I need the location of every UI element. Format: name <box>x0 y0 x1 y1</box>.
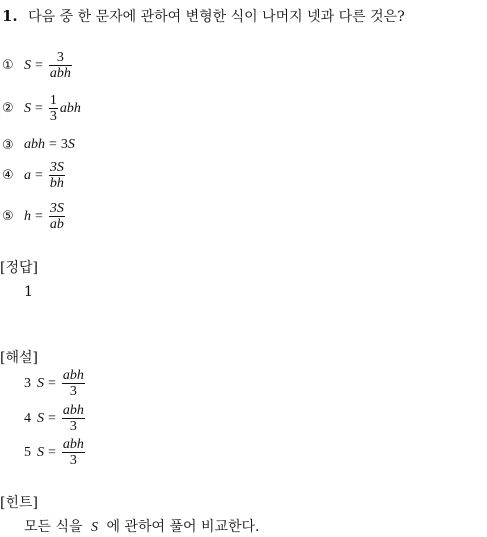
explanation-index: 3 <box>24 375 31 391</box>
option-lhs: abh <box>24 137 45 152</box>
explanation-heading: [해설] <box>0 350 38 366</box>
equals-sign: = <box>48 410 56 426</box>
explanation-index: 4 <box>24 410 31 426</box>
fraction <box>62 403 85 434</box>
hint-text-after: 에 관하여 풀어 비교한다. <box>106 519 260 535</box>
hint-text-before: 모든 식을 <box>24 519 83 535</box>
option-1 <box>2 50 74 81</box>
option-lhs: h <box>24 208 31 224</box>
option-marker: ④ <box>2 168 14 183</box>
equals-sign: = <box>35 100 43 116</box>
fraction-denominator: ab <box>49 217 64 232</box>
fraction <box>49 160 65 191</box>
explanation-lhs: S <box>37 444 44 460</box>
option-marker: ② <box>2 101 14 116</box>
hint-heading: [힌트] <box>0 495 38 511</box>
fraction-numerator: 3S <box>49 160 64 175</box>
question <box>2 6 405 26</box>
answer-heading: [정답] <box>0 260 38 276</box>
option-marker: ⑤ <box>2 209 14 224</box>
option-lhs: S <box>24 57 31 73</box>
option-5 <box>2 201 67 232</box>
option-marker: ① <box>2 58 14 73</box>
fraction-numerator: 3S <box>49 201 64 216</box>
fraction-numerator: abh <box>62 403 84 418</box>
fraction-denominator: 3 <box>69 453 77 468</box>
explanation-line-1 <box>24 368 87 399</box>
option-rhs-coefficient: 3 <box>60 137 68 152</box>
fraction-denominator: 3 <box>49 109 57 124</box>
equals-sign: = <box>49 137 57 152</box>
fraction-denominator: bh <box>49 176 64 191</box>
fraction-numerator: 1 <box>49 93 57 108</box>
option-lhs: S <box>24 100 31 116</box>
fraction <box>49 93 58 124</box>
explanation-line-3 <box>24 437 87 468</box>
fraction-denominator: abh <box>49 66 71 81</box>
option-tail: abh <box>59 100 81 116</box>
option-rhs-variable: S <box>67 137 75 152</box>
option-marker: ③ <box>2 137 14 153</box>
explanation-lhs: S <box>37 410 44 426</box>
answer-value: 1 <box>24 284 33 300</box>
fraction-numerator: 3 <box>56 50 64 65</box>
option-4 <box>2 160 67 191</box>
fraction-denominator: 3 <box>69 384 77 399</box>
equals-sign: = <box>48 375 56 391</box>
hint-variable: S <box>91 520 98 535</box>
explanation-index: 5 <box>24 444 31 460</box>
question-text: 다음 중 한 문자에 관하여 변형한 식이 나머지 넷과 다른 것은? <box>28 9 405 25</box>
question-number: 1. <box>2 7 18 25</box>
fraction <box>49 201 65 232</box>
equals-sign: = <box>48 444 56 460</box>
explanation-lhs: S <box>37 375 44 391</box>
equals-sign: = <box>35 208 43 224</box>
fraction <box>49 50 72 81</box>
fraction <box>62 368 85 399</box>
fraction <box>62 437 85 468</box>
fraction-numerator: abh <box>62 368 84 383</box>
equals-sign: = <box>35 57 43 73</box>
fraction-denominator: 3 <box>69 419 77 434</box>
option-lhs: a <box>24 167 31 183</box>
option-3 <box>2 137 75 153</box>
explanation-line-2 <box>24 403 87 434</box>
hint-text <box>24 516 260 536</box>
equals-sign: = <box>35 167 43 183</box>
fraction-numerator: abh <box>62 437 84 452</box>
option-2 <box>2 93 81 124</box>
